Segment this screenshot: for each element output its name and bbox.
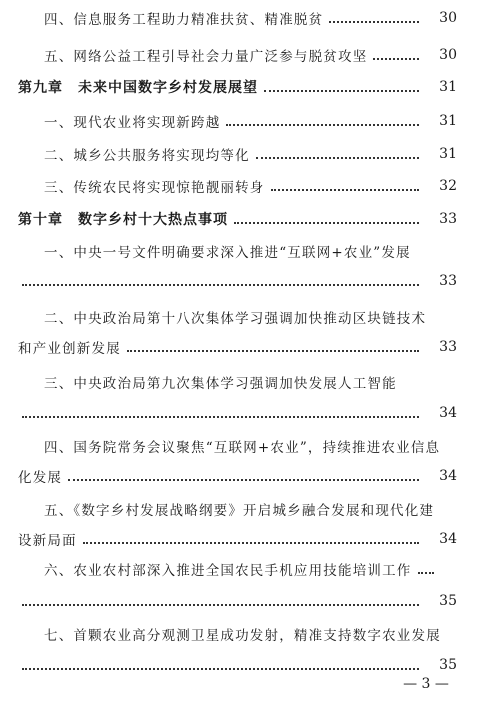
page-ref: 34 [439,405,457,421]
toc-chapter-line [0,74,483,100]
toc-chapter-line [0,206,483,232]
chapter-title: 第九章 未来中国数字乡村发展展望 [18,80,258,96]
toc-entry-line [0,621,483,647]
entry-title: 三、传统农民将实现惊艳靓丽转身 [44,180,265,196]
toc-entry-line [0,400,483,426]
page-ref: 33 [439,273,457,289]
page-ref: 34 [439,531,457,547]
leader-dots [22,604,419,606]
toc-entry-line [0,496,483,522]
entry-title: 化发展 [18,470,63,486]
entry-title: 四、信息服务工程助力精准扶贫、精准脱贫 [44,12,324,28]
page-ref: 31 [439,146,457,162]
leader-dots [22,416,419,418]
toc-entry-line [0,268,483,294]
leader-dots [83,542,419,544]
toc-entry-line [0,588,483,614]
entry-title: 一、现代农业将实现新跨越 [44,115,221,131]
entry-title: 一、中央一号文件明确要求深入推进“互联网+农业”发展 [44,245,411,261]
toc-entry-line [0,304,483,330]
leader-dots [373,58,419,60]
toc-entry-line [0,334,483,360]
page-ref: 31 [439,79,457,95]
entry-title: 四、国务院常务会议聚焦“互联网+农业”，持续推进农业信息 [44,440,441,456]
leader-dots [22,668,419,670]
page-ref: 35 [439,657,457,673]
toc-entry-line [0,463,483,489]
toc-entry-line [0,173,483,199]
leader-dots [234,222,419,224]
toc-entry-line [0,556,483,582]
toc-entry-line [0,526,483,552]
leader-dots [418,572,434,574]
page-ref: 32 [439,178,457,194]
entry-title: 七、首颗农业高分观测卫星成功发射，精准支持数字农业发展 [44,628,441,644]
leader-dots [329,21,419,23]
toc-entry-line [0,652,483,678]
toc-entry-line [0,108,483,134]
entry-title: 和产业创新发展 [18,341,121,357]
toc-entry-line [0,42,483,68]
page-ref: 33 [439,339,457,355]
leader-dots [127,350,419,352]
chapter-title: 第十章 数字乡村十大热点事项 [18,212,228,228]
toc-entry-line [0,433,483,459]
entry-title: 二、城乡公共服务将实现均等化 [44,148,250,164]
leader-dots [256,157,419,159]
toc-entry-line [0,5,483,31]
page-ref: 31 [439,113,457,129]
leader-dots [226,124,419,126]
page-ref: 30 [439,47,457,63]
leader-dots [271,189,420,191]
toc-entry-line [0,238,483,264]
entry-title: 五、《数字乡村发展战略纲要》开启城乡融合发展和现代化建 [44,503,435,519]
page-number: — 3 — [403,676,449,692]
toc-entry-line [0,141,483,167]
page-ref: 35 [439,593,457,609]
page-ref: 34 [439,468,457,484]
toc-entry-line [0,369,483,395]
entry-title: 二、中央政治局第十八次集体学习强调加快推动区块链技术 [44,311,427,327]
entry-title: 三、中央政治局第九次集体学习强调加快发展人工智能 [44,376,397,392]
entry-title: 六、农业农村部深入推进全国农民手机应用技能培训工作 [44,563,412,579]
entry-title: 设新局面 [18,533,77,549]
entry-title: 五、网络公益工程引导社会力量广泛参与脱贫攻坚 [44,49,368,65]
page-ref: 33 [439,211,457,227]
leader-dots [68,479,419,481]
page-ref: 30 [439,10,457,26]
leader-dots [22,284,419,286]
leader-dots [264,90,419,92]
